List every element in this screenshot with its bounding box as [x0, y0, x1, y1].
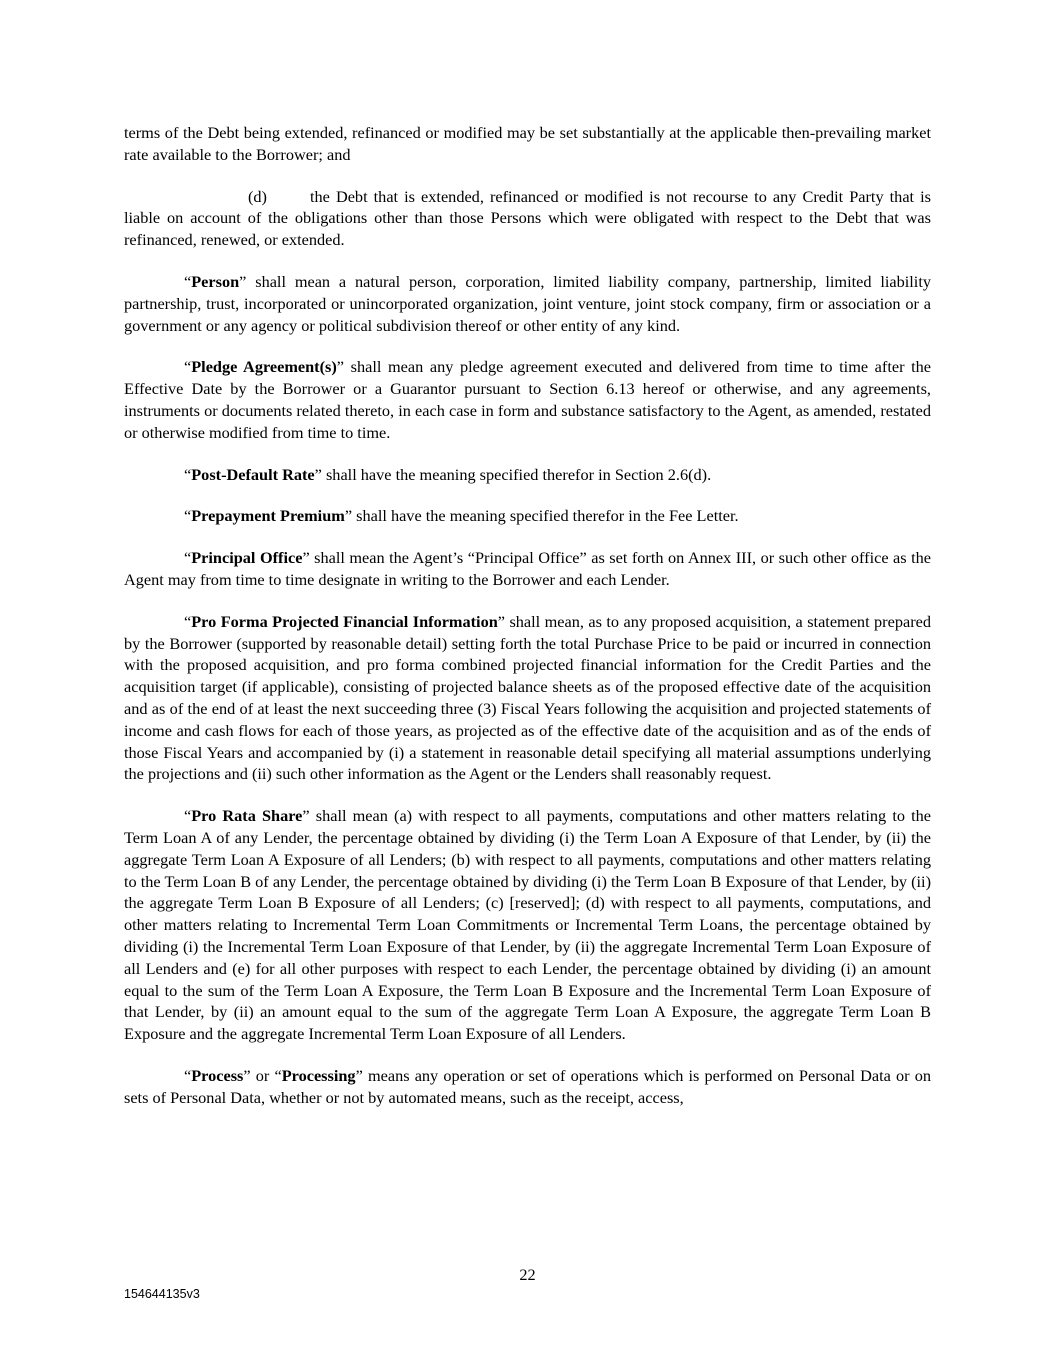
defined-term: Post-Default Rate: [191, 464, 315, 484]
page-number: 22: [519, 1265, 536, 1284]
clause-number: (d): [248, 186, 267, 206]
defined-term: Prepayment Premium: [191, 506, 345, 526]
defined-term: Pledge Agreement(s): [191, 357, 337, 377]
defined-term: Process: [191, 1065, 244, 1085]
definition-prepayment-premium: “Prepayment Premium” shall have the meaning specified therefor in the Fee Letter.: [184, 506, 739, 526]
paragraph-clause-d: (d) the Debt that is extended, refinanced or modified is not recourse to any Credit Party that is liable on account of the obligations other than those Persons which were obligated with respect to the Debt that was refinanced, renewed, or extended.: [124, 186, 931, 250]
definition-pro-rata-share: “Pro Rata Share” shall mean (a) with respect to all payments, computations and other matters relating to the Term Loan A of any Lender, the percentage obtained by dividing (i) the Term Loan A Exposure of that Lender, by (ii) the aggregate Term Loan A Exposure of all Lenders; (b) with respect to all payments, computations and other matters relating to the Term Loan B of any Lender, the percentage obtained by dividing (i) the Term Loan B Exposure of that Lender, by (ii) the aggregate Term Loan B Exposure of all Lenders; (c) [reserved]; (d) with respect to all payments, computations, and other matters relating to Incremental Term Loan Commitments or Incremental Term Loans, the percentage obtained by dividing (i) the Incremental Term Loan Exposure of that Lender, by (ii) the aggregate Incremental Term Loan Exposure of all Lenders and (e) for all other purposes with respect to each Lender, the percentage obtained by dividing (i) an amount equal to the sum of the Term Loan A Exposure, the Term Loan B Exposure and the Incremental Term Loan Exposure of that Lender, by (ii) an amount equal to the sum of the aggregate Term Loan A Exposure, the aggregate Term Loan B Exposure and the aggregate Incremental Term Loan Exposure of all Lenders.: [124, 806, 932, 1044]
definition-principal-office: “Principal Office” shall mean the Agent’s “Principal Office” as set forth on Annex III, or such other office as the Agent may from time to time designate in writing to the Borrower and each Lender.: [124, 548, 931, 589]
document-body: [124, 122, 931, 1128]
defined-term: Principal Office: [191, 548, 303, 568]
defined-term: Person: [191, 271, 240, 291]
document-id: 154644135v3: [124, 1287, 200, 1301]
defined-term: Pro Rata Share: [191, 806, 303, 826]
definition-person: “Person” shall mean a natural person, corporation, limited liability company, partnership, limited liability partnership, trust, incorporated or unincorporated organization, joint venture, joint stock company, firm or association or a government or any agency or political subdivision thereof or other entity of any kind.: [124, 271, 931, 335]
defined-term: Pro Forma Projected Financial Information: [191, 611, 498, 631]
paragraph-continuation: terms of the Debt being extended, refinanced or modified may be set substantially at the applicable then-prevailing market rate available to the Borrower; and: [124, 123, 931, 164]
defined-term: Processing: [281, 1065, 356, 1085]
definition-pledge-agreement: “Pledge Agreement(s)” shall mean any pledge agreement executed and delivered from time to time after the Effective Date by the Borrower or a Guarantor pursuant to Section 6.13 hereof or otherwise, and any agreements, instruments or documents related thereto, in each case in form and substance satisfactory to the Agent, as amended, restated or otherwise modified from time to time.: [124, 357, 931, 442]
definition-post-default-rate: “Post-Default Rate” shall have the meaning specified therefor in Section 2.6(d).: [184, 464, 712, 484]
definition-pro-forma: “Pro Forma Projected Financial Information” shall mean, as to any proposed acquisition, a statement prepared by the Borrower (supported by reasonable detail) setting forth the total Purchase Price to be paid or incurred in connection with the proposed acquisition, and pro forma combined projected financial information for the Credit Parties and the acquisition target (if applicable), consisting of projected balance sheets as of the proposed effective date of the acquisition and as of the end of at least the next succeeding three (3) Fiscal Years following the acquisition and projected statements of income and cash flows for each of those years, as projected as of the effective date of the acquisition and as of the ends of those Fiscal Years and accompanied by (i) a statement in reasonable detail specifying all material assumptions underlying the projections and (ii) such other information as the Agent or the Lenders shall reasonably request.: [124, 611, 931, 784]
definition-process: “Process” or “Processing” means any operation or set of operations which is performed on Personal Data or on sets of Personal Data, whether or not by automated means, such as the receipt, access,: [124, 1065, 932, 1107]
